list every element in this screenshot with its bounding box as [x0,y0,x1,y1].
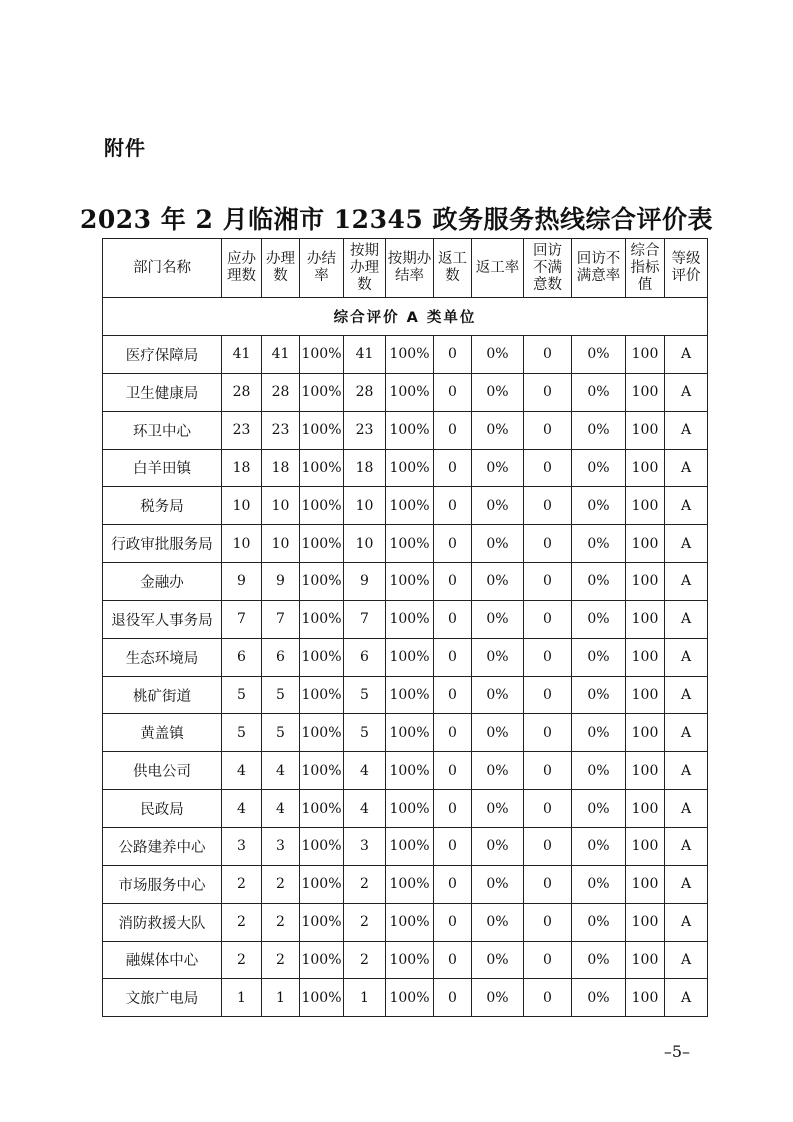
cell-rework-count: 0 [434,790,472,828]
table-row [103,525,708,563]
cell-rework-rate: 0% [472,487,524,525]
cell-dissatisfied-rate: 0% [572,638,626,676]
cell-should-handle-count: 5 [222,676,262,714]
cell-dept-name: 生态环境局 [103,638,222,676]
cell-handled-count: 2 [262,903,300,941]
cell-dissatisfied-count: 0 [524,411,572,449]
cell-completion-rate: 100% [300,941,344,979]
cell-completion-rate: 100% [300,638,344,676]
section-title: 综合评价 A 类单位 [103,298,708,336]
cell-composite-index: 100 [626,903,665,941]
header-rework-count: 返工数 [434,239,472,298]
table-row [103,714,708,752]
table-row [103,487,708,525]
cell-completion-rate: 100% [300,411,344,449]
cell-should-handle-count: 2 [222,941,262,979]
cell-grade: A [665,563,708,601]
cell-dissatisfied-count: 0 [524,600,572,638]
cell-on-time-rate: 100% [386,752,434,790]
cell-rework-count: 0 [434,600,472,638]
table-row [103,449,708,487]
header-grade: 等级评价 [665,239,708,298]
cell-handled-count: 2 [262,941,300,979]
cell-dept-name: 税务局 [103,487,222,525]
cell-rework-rate: 0% [472,979,524,1017]
cell-handled-count: 4 [262,752,300,790]
cell-rework-rate: 0% [472,525,524,563]
cell-on-time-count: 3 [344,827,386,865]
cell-handled-count: 6 [262,638,300,676]
cell-should-handle-count: 23 [222,411,262,449]
cell-on-time-rate: 100% [386,411,434,449]
cell-handled-count: 3 [262,827,300,865]
cell-rework-rate: 0% [472,600,524,638]
cell-handled-count: 7 [262,600,300,638]
header-dissatisfied-rate: 回访不满意率 [572,239,626,298]
cell-dissatisfied-count: 0 [524,638,572,676]
cell-grade: A [665,373,708,411]
cell-handled-count: 23 [262,411,300,449]
table-row [103,676,708,714]
cell-on-time-count: 2 [344,865,386,903]
cell-should-handle-count: 1 [222,979,262,1017]
cell-on-time-count: 6 [344,638,386,676]
cell-dept-name: 融媒体中心 [103,941,222,979]
cell-dept-name: 消防救援大队 [103,903,222,941]
cell-on-time-rate: 100% [386,714,434,752]
cell-composite-index: 100 [626,563,665,601]
cell-dissatisfied-rate: 0% [572,676,626,714]
cell-handled-count: 9 [262,563,300,601]
cell-grade: A [665,676,708,714]
cell-dissatisfied-count: 0 [524,449,572,487]
cell-dissatisfied-count: 0 [524,336,572,374]
header-handled-count: 办理数 [262,239,300,298]
header-dept-name: 部门名称 [103,239,222,298]
cell-handled-count: 4 [262,790,300,828]
cell-completion-rate: 100% [300,525,344,563]
cell-on-time-count: 28 [344,373,386,411]
cell-on-time-rate: 100% [386,336,434,374]
cell-handled-count: 10 [262,487,300,525]
header-completion-rate: 办结率 [300,239,344,298]
cell-rework-count: 0 [434,676,472,714]
cell-grade: A [665,865,708,903]
cell-completion-rate: 100% [300,336,344,374]
cell-completion-rate: 100% [300,714,344,752]
cell-composite-index: 100 [626,941,665,979]
cell-rework-rate: 0% [472,638,524,676]
cell-on-time-rate: 100% [386,487,434,525]
cell-composite-index: 100 [626,449,665,487]
cell-should-handle-count: 4 [222,790,262,828]
cell-should-handle-count: 5 [222,714,262,752]
cell-dissatisfied-count: 0 [524,941,572,979]
cell-should-handle-count: 41 [222,336,262,374]
cell-should-handle-count: 2 [222,903,262,941]
cell-grade: A [665,600,708,638]
cell-dissatisfied-rate: 0% [572,336,626,374]
cell-grade: A [665,714,708,752]
cell-grade: A [665,336,708,374]
cell-rework-rate: 0% [472,865,524,903]
cell-dissatisfied-count: 0 [524,790,572,828]
cell-rework-rate: 0% [472,941,524,979]
header-composite-index: 综合指标值 [626,239,665,298]
cell-grade: A [665,827,708,865]
cell-rework-count: 0 [434,865,472,903]
cell-dissatisfied-rate: 0% [572,827,626,865]
cell-dept-name: 退役军人事务局 [103,600,222,638]
cell-rework-count: 0 [434,449,472,487]
cell-dissatisfied-rate: 0% [572,487,626,525]
header-rework-rate: 返工率 [472,239,524,298]
cell-should-handle-count: 6 [222,638,262,676]
cell-dept-name: 卫生健康局 [103,373,222,411]
cell-completion-rate: 100% [300,373,344,411]
cell-dissatisfied-rate: 0% [572,449,626,487]
cell-rework-count: 0 [434,714,472,752]
cell-dissatisfied-rate: 0% [572,752,626,790]
cell-grade: A [665,790,708,828]
cell-on-time-count: 10 [344,525,386,563]
cell-handled-count: 41 [262,336,300,374]
cell-grade: A [665,525,708,563]
evaluation-table [102,238,708,1017]
cell-completion-rate: 100% [300,903,344,941]
cell-handled-count: 1 [262,979,300,1017]
cell-grade: A [665,903,708,941]
cell-completion-rate: 100% [300,979,344,1017]
cell-rework-count: 0 [434,336,472,374]
cell-composite-index: 100 [626,676,665,714]
cell-completion-rate: 100% [300,563,344,601]
cell-on-time-rate: 100% [386,563,434,601]
cell-on-time-rate: 100% [386,903,434,941]
cell-on-time-count: 10 [344,487,386,525]
cell-rework-count: 0 [434,563,472,601]
cell-rework-rate: 0% [472,903,524,941]
cell-rework-count: 0 [434,638,472,676]
cell-should-handle-count: 10 [222,525,262,563]
cell-rework-rate: 0% [472,563,524,601]
cell-should-handle-count: 9 [222,563,262,601]
cell-grade: A [665,411,708,449]
cell-dept-name: 公路建养中心 [103,827,222,865]
cell-rework-count: 0 [434,903,472,941]
table-row [103,336,708,374]
cell-should-handle-count: 18 [222,449,262,487]
cell-handled-count: 5 [262,714,300,752]
cell-dissatisfied-rate: 0% [572,941,626,979]
cell-on-time-count: 4 [344,790,386,828]
cell-on-time-rate: 100% [386,525,434,563]
cell-on-time-count: 18 [344,449,386,487]
cell-on-time-rate: 100% [386,865,434,903]
cell-rework-count: 0 [434,979,472,1017]
cell-dept-name: 民政局 [103,790,222,828]
cell-dissatisfied-count: 0 [524,827,572,865]
cell-grade: A [665,941,708,979]
cell-on-time-rate: 100% [386,676,434,714]
section-row [103,298,708,336]
cell-dissatisfied-count: 0 [524,979,572,1017]
cell-composite-index: 100 [626,373,665,411]
cell-handled-count: 5 [262,676,300,714]
cell-on-time-rate: 100% [386,600,434,638]
cell-on-time-count: 5 [344,714,386,752]
cell-dept-name: 黄盖镇 [103,714,222,752]
table-header-row [103,239,708,298]
cell-dissatisfied-count: 0 [524,714,572,752]
table-row [103,941,708,979]
cell-dissatisfied-count: 0 [524,865,572,903]
table-row [103,752,708,790]
cell-completion-rate: 100% [300,790,344,828]
cell-dissatisfied-rate: 0% [572,903,626,941]
cell-grade: A [665,638,708,676]
cell-rework-count: 0 [434,752,472,790]
cell-on-time-rate: 100% [386,373,434,411]
cell-handled-count: 2 [262,865,300,903]
cell-composite-index: 100 [626,714,665,752]
cell-should-handle-count: 4 [222,752,262,790]
cell-on-time-count: 4 [344,752,386,790]
cell-completion-rate: 100% [300,676,344,714]
cell-rework-rate: 0% [472,373,524,411]
cell-completion-rate: 100% [300,487,344,525]
cell-dissatisfied-rate: 0% [572,600,626,638]
table-row [103,979,708,1017]
cell-handled-count: 28 [262,373,300,411]
cell-dissatisfied-count: 0 [524,487,572,525]
cell-on-time-count: 2 [344,941,386,979]
cell-completion-rate: 100% [300,827,344,865]
page-number: –5– [663,1042,690,1061]
cell-rework-rate: 0% [472,714,524,752]
cell-on-time-count: 5 [344,676,386,714]
cell-composite-index: 100 [626,638,665,676]
table-row [103,411,708,449]
table-row [103,790,708,828]
cell-on-time-rate: 100% [386,827,434,865]
cell-grade: A [665,487,708,525]
cell-rework-count: 0 [434,941,472,979]
cell-dissatisfied-rate: 0% [572,979,626,1017]
cell-dissatisfied-rate: 0% [572,411,626,449]
cell-rework-rate: 0% [472,336,524,374]
cell-completion-rate: 100% [300,752,344,790]
cell-should-handle-count: 10 [222,487,262,525]
cell-handled-count: 18 [262,449,300,487]
header-should-handle-count: 应办理数 [222,239,262,298]
cell-rework-count: 0 [434,827,472,865]
cell-rework-rate: 0% [472,790,524,828]
cell-grade: A [665,449,708,487]
cell-rework-count: 0 [434,411,472,449]
cell-on-time-count: 2 [344,903,386,941]
cell-dissatisfied-count: 0 [524,903,572,941]
cell-on-time-count: 1 [344,979,386,1017]
cell-should-handle-count: 3 [222,827,262,865]
table-row [103,865,708,903]
cell-on-time-rate: 100% [386,638,434,676]
cell-dissatisfied-rate: 0% [572,525,626,563]
cell-dissatisfied-count: 0 [524,373,572,411]
cell-dissatisfied-rate: 0% [572,563,626,601]
cell-composite-index: 100 [626,525,665,563]
table-row [103,373,708,411]
cell-rework-rate: 0% [472,676,524,714]
cell-dissatisfied-rate: 0% [572,714,626,752]
table-row [103,903,708,941]
attachment-label: 附件 [104,136,146,160]
page-title: 2023 年 2 月临湘市 12345 政务服务热线综合评价表 [80,205,713,234]
cell-composite-index: 100 [626,790,665,828]
cell-rework-count: 0 [434,373,472,411]
cell-dept-name: 医疗保障局 [103,336,222,374]
cell-dept-name: 环卫中心 [103,411,222,449]
cell-handled-count: 10 [262,525,300,563]
cell-should-handle-count: 7 [222,600,262,638]
cell-completion-rate: 100% [300,449,344,487]
cell-rework-rate: 0% [472,411,524,449]
cell-on-time-count: 9 [344,563,386,601]
cell-dissatisfied-rate: 0% [572,373,626,411]
cell-rework-count: 0 [434,525,472,563]
cell-should-handle-count: 28 [222,373,262,411]
cell-composite-index: 100 [626,752,665,790]
cell-composite-index: 100 [626,865,665,903]
cell-on-time-rate: 100% [386,790,434,828]
cell-dissatisfied-count: 0 [524,563,572,601]
cell-dept-name: 白羊田镇 [103,449,222,487]
cell-dept-name: 文旅广电局 [103,979,222,1017]
table-row [103,827,708,865]
cell-dissatisfied-count: 0 [524,676,572,714]
table-row [103,638,708,676]
cell-dept-name: 金融办 [103,563,222,601]
cell-completion-rate: 100% [300,865,344,903]
cell-on-time-rate: 100% [386,941,434,979]
cell-should-handle-count: 2 [222,865,262,903]
cell-dissatisfied-count: 0 [524,752,572,790]
cell-dissatisfied-rate: 0% [572,865,626,903]
cell-dept-name: 供电公司 [103,752,222,790]
cell-on-time-count: 23 [344,411,386,449]
cell-on-time-rate: 100% [386,449,434,487]
cell-dept-name: 市场服务中心 [103,865,222,903]
cell-composite-index: 100 [626,487,665,525]
cell-rework-rate: 0% [472,827,524,865]
cell-composite-index: 100 [626,827,665,865]
cell-on-time-count: 41 [344,336,386,374]
cell-dept-name: 行政审批服务局 [103,525,222,563]
table-row [103,563,708,601]
cell-composite-index: 100 [626,336,665,374]
cell-rework-rate: 0% [472,752,524,790]
cell-on-time-count: 7 [344,600,386,638]
cell-rework-count: 0 [434,487,472,525]
cell-grade: A [665,752,708,790]
cell-rework-rate: 0% [472,449,524,487]
header-dissatisfied-count: 回访不满意数 [524,239,572,298]
cell-completion-rate: 100% [300,600,344,638]
header-on-time-count: 按期办理数 [344,239,386,298]
cell-dept-name: 桃矿街道 [103,676,222,714]
cell-on-time-rate: 100% [386,979,434,1017]
cell-composite-index: 100 [626,411,665,449]
header-on-time-rate: 按期办结率 [386,239,434,298]
cell-composite-index: 100 [626,979,665,1017]
cell-grade: A [665,979,708,1017]
cell-dissatisfied-count: 0 [524,525,572,563]
table-row [103,600,708,638]
cell-composite-index: 100 [626,600,665,638]
cell-dissatisfied-rate: 0% [572,790,626,828]
